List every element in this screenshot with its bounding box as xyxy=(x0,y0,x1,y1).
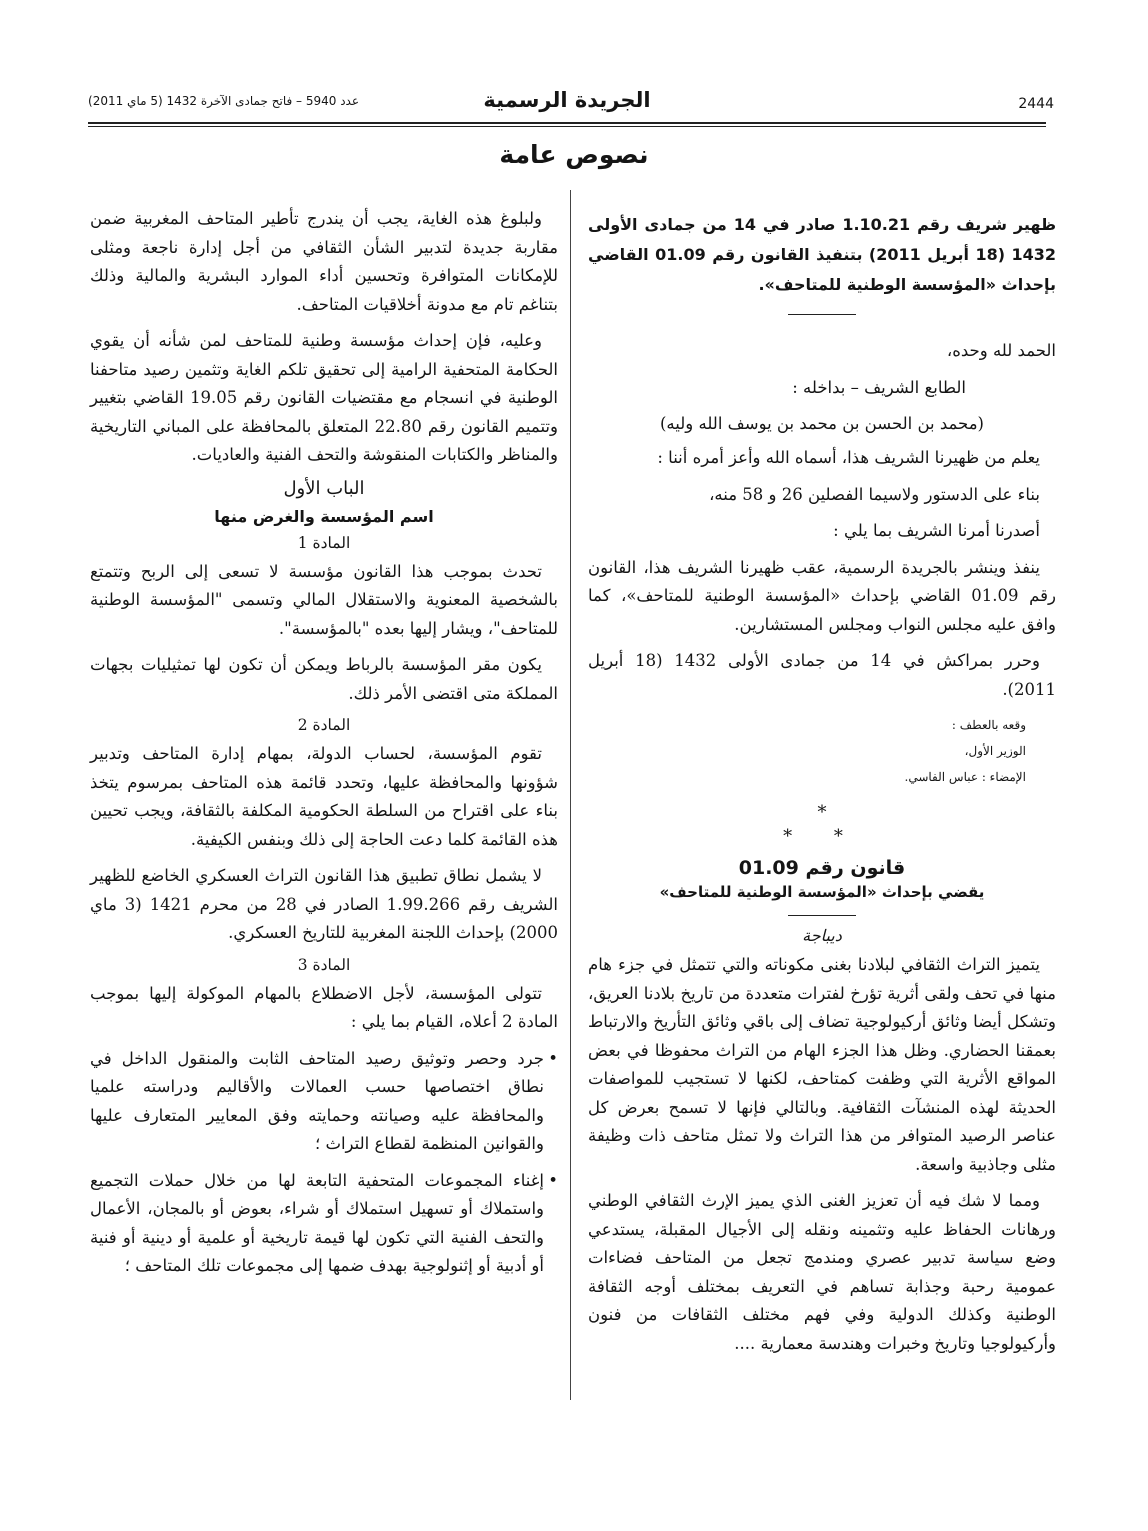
separator-star: * xyxy=(817,802,827,823)
preamble-title: ديباجة xyxy=(802,926,842,945)
countersign: وقعه بالعطف : xyxy=(951,718,1026,732)
basis-line: بناء على الدستور ولاسيما الفصلين 26 و 58 منه، xyxy=(709,484,1040,504)
order-line: أصدرنا أمرنا الشريف بما يلي : xyxy=(833,521,1040,540)
seal-line: الطابع الشريف – بداخله : xyxy=(792,377,966,397)
header-rule-thin xyxy=(88,126,1046,127)
law-rule xyxy=(788,915,856,916)
article-2-paragraph-2: لا يشمل نطاق تطبيق هذا القانون التراث العسكري الخاضع للظهير الشريف رقم 1.99.266 الصادر في 28 من محرم 1421 (3 ماي 2000) بإحداث اللجنة المغربية للتاريخ العسكري. xyxy=(90,866,559,942)
paragraph-2: وعليه، فإن إحداث مؤسسة وطنية للمتاحف لمن شأنه أن يقوي الحكامة المتحفية الرامية إلى تحقيق تلكم الغاية وتثمين رصيد متاحفنا الوطنية في انسجام مع مقتضيات القانون رقم 19.05 القاضي بتغيير وتتميم القانون رقم 22.80 المتعلق بالمحافظة على المباني التاريخية والمناظر والكتابات المنقوشة والتحف الفنية والعاديات. xyxy=(90,331,558,464)
page-number: 2444 xyxy=(1018,96,1054,112)
article-2-heading: المادة 2 xyxy=(297,716,351,734)
preamble-paragraph-2: ومما لا شك فيه أن تعزيز الغنى الذي يميز الإرث الثقافي الوطني ورهانات الحفاظ عليه وتثمينه ونقله إلى الأجيال المقبلة، يستدعي وضع سياسة تدبير عصري ومندمج تجعل من المتاحف فضاءات عمومية رحبة وجذابة تساهم في التعريف بمختلف أوجه الثقافة الوطنية وكذلك الدولية وفي فهم مختلف الثقافات من فنون وأركيولوجيا وتاريخ وخبرات وهندسة معمارية .... xyxy=(588,1191,1056,1353)
preamble-paragraph-1: يتميز التراث الثقافي لبلادنا بغنى مكوناته والتي تتمثل في جزء هام منها في تحف ولقى أثرية تؤرخ لفترات متعددة من تاريخ بلادنا العريق، وتشكل أيضا وثائق أركيولوجية تضاف إلى باقي وثائق التأريخ والارتباط بعمقنا الحضاري. وظل هذا الجزء الهام من التراث محفوظا في بعض المواقع الأثرية التي وظفت كمتاحف، لكنها لا تستجيب للمواصفات الحديثة لهذه المنشآت الثقافية. وبالتالي فإنها لا تسمح بعرض كل عناصر الرصيد المتوافر من هذا التراث ولا تمثل متاحف ذات وظيفة مثلى وجاذبية واسعة. xyxy=(588,955,1056,1174)
article-3-bullet-2: • إغناء المجموعات المتحفية التابعة لها من خلال حملات التجميع واستملاك أو تسهيل استملاك أو شراء، بعوض أو بالمجان، الأعمال والتحف الفنية التي تكون لها قيمة تاريخية أو علمية أو دينية أو فنية أو أدبية أو إثنولوجية بهدف ضمها إلى مجموعات تلك المتاحف ؛ xyxy=(90,1167,558,1281)
signed-place: وحرر بمراكش في 14 من جمادى الأولى 1432 (18 أبريل 2011). xyxy=(588,651,1056,699)
article-1-paragraph-1: تحدث بموجب هذا القانون مؤسسة لا تسعى إلى الربح وتتمتع بالشخصية المعنوية والاستقلال المالي وتسمى "المؤسسة الوطنية للمتاحف"، ويشار إليها بعده "بالمؤسسة". xyxy=(90,561,558,638)
issue-info: عدد 5940 – فاتح جمادى الآخرة 1432 (5 ماي 2011) xyxy=(88,94,360,108)
chapter-heading: الباب الأول xyxy=(283,477,365,499)
article-1-paragraph-2: يكون مقر المؤسسة بالرباط ويمكن أن تكون لها تمثيليات بجهات المملكة متى اقتضى الأمر ذلك. xyxy=(90,655,558,703)
praise-line: الحمد لله وحده، xyxy=(946,341,1056,360)
prime-minister-signature: الإمضاء : عباس الفاسي. xyxy=(904,770,1026,784)
column-divider xyxy=(570,190,571,1400)
paragraph-1: ولبلوغ هذه الغاية، يجب أن يندرج تأطير المتاحف المغربية ضمن مقاربة جديدة لتدبير الشأن الثقافي من أجل إدارة ناجعة ومثلى للإمكانات المتوافرة وتحسين أداء الموارد البشرية والمالية وذلك بتناغم تام مع مدونة أخلاقيات المتاحف. xyxy=(90,209,558,314)
chapter-subheading: اسم المؤسسة والغرض منها xyxy=(214,506,434,526)
law-title: قانون رقم 01.09 xyxy=(738,857,906,879)
prime-minister-title: الوزير الأول، xyxy=(964,744,1026,758)
page-header xyxy=(88,88,1054,126)
separator-stars: * * xyxy=(783,826,861,847)
king-name: (محمد بن الحسن بن محمد بن يوسف الله وليه) xyxy=(660,414,984,433)
title-rule xyxy=(788,314,856,315)
right-column xyxy=(588,210,1056,1366)
article-1-heading: المادة 1 xyxy=(297,533,351,552)
article-3-heading: المادة 3 xyxy=(297,955,351,974)
law-subtitle: يقضي بإحداث «المؤسسة الوطنية للمتاحف» xyxy=(659,883,985,901)
article-2-paragraph-1: تقوم المؤسسة، لحساب الدولة، بمهام إدارة المتاحف وتدبير شؤونها والمحافظة عليها، وتحدد قائمة هذه المتاحف بمرسوم يتخذ بناء على اقتراح من السلطة الحكومية المكلفة بالثقافة، ويجب تحيين هذه القائمة كلما دعت الحاجة إلى ذلك وبنفس الكيفية. xyxy=(90,744,558,849)
article-3-paragraph-1: تتولى المؤسسة، لأجل الاضطلاع بالمهام الموكولة إليها بموجب المادة 2 أعلاه، القيام بما يلي : xyxy=(90,983,558,1031)
header-rule xyxy=(88,122,1046,124)
gazette-name: الجريدة الرسمية xyxy=(483,88,651,112)
intro-line: يعلم من ظهيرنا الشريف هذا، أسماه الله وأعز أمره أننا : xyxy=(657,448,1040,467)
left-column xyxy=(90,205,558,1289)
section-title: نصوص عامة xyxy=(499,140,649,169)
article-3-bullet-1: • جرد وحصر وتوثيق رصيد المتاحف الثابت والمنقول الداخل في نطاق اختصاصها حسب العمالات والأقاليم ودراسته علميا والمحافظة عليه وصيانته وحمايته وفق المعايير المتعارف عليها والقوانين المنظمة لقطاع التراث ؛ xyxy=(90,1045,558,1159)
execution-paragraph: ينفذ وينشر بالجريدة الرسمية، عقب ظهيرنا الشريف هذا، القانون رقم 01.09 القاضي بإحداث «المؤسسة الوطنية للمتاحف»، كما وافق عليه مجلس النواب ومجلس المستشارين. xyxy=(588,557,1056,634)
dahir-title: ظهير شريف رقم 1.10.21 صادر في 14 من جمادى الأولى 1432 (18 أبريل 2011) بتنفيذ القانون رقم 01.09 القاضي بإحداث «المؤسسة الوطنية للمتاحف». xyxy=(588,215,1057,294)
